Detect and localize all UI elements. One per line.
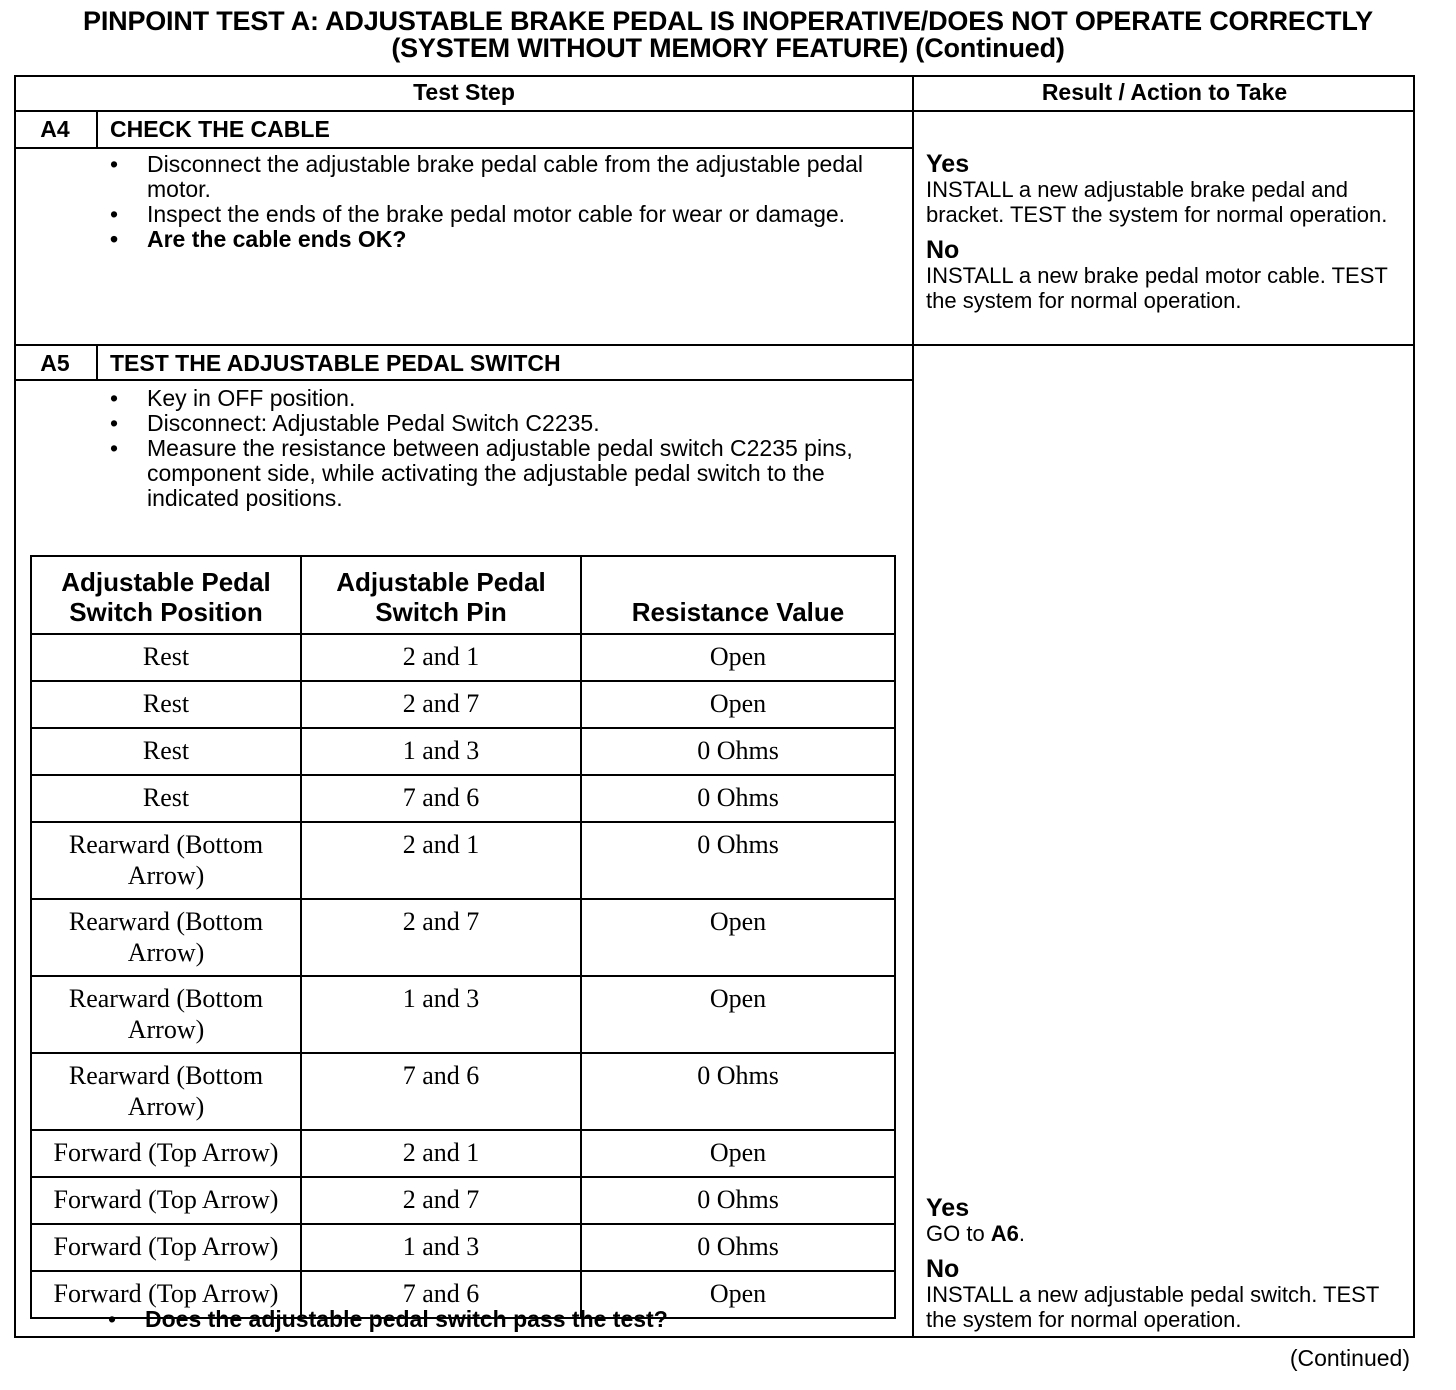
step-a5-title: TEST THE ADJUSTABLE PEDAL SWITCH: [110, 350, 561, 376]
pin-cell: 2 and 7: [301, 899, 581, 976]
a4-a5-divider: [14, 344, 1415, 346]
a5-question-text: Does the adjustable pedal switch pass the test?: [145, 1306, 668, 1332]
pin-cell: 2 and 1: [301, 1130, 581, 1177]
a5-yes-action: [926, 1221, 1406, 1246]
a4-bullet: • Disconnect the adjustable brake pedal cable from the adjustable pedal motor.: [110, 152, 900, 202]
a4-bullet: • Inspect the ends of the brake pedal motor cable for wear or damage.: [110, 202, 900, 227]
title-line-2: (SYSTEM WITHOUT MEMORY FEATURE) (Continued): [391, 33, 1065, 63]
table-row: [31, 1224, 895, 1271]
a4-id-divider: [96, 110, 98, 149]
a4-yes-label: Yes: [926, 150, 970, 178]
resistance-cell: 0 Ohms: [581, 1224, 895, 1271]
a5-bullet: • Key in OFF position.: [110, 386, 900, 411]
pin-cell: 7 and 6: [301, 1053, 581, 1130]
a5-yes-label: Yes: [926, 1194, 970, 1222]
resistance-cell: 0 Ohms: [581, 822, 895, 899]
table-row: [31, 634, 895, 681]
resistance-spec-table: [30, 555, 896, 1319]
position-cell: Rearward (Bottom Arrow): [31, 899, 301, 976]
pin-cell: 2 and 7: [301, 681, 581, 728]
step-a4-instructions: [110, 152, 900, 252]
a4-result: [926, 151, 1406, 313]
resistance-cell: 0 Ohms: [581, 1053, 895, 1130]
step-a5-id: A5: [40, 350, 70, 376]
a4-question: • Are the cable ends OK?: [110, 227, 900, 252]
a5-yes-prefix: GO to: [926, 1221, 991, 1246]
spec-header-resistance: Resistance Value: [581, 556, 895, 634]
step-a4-id: A4: [40, 116, 70, 142]
table-row: [31, 1130, 895, 1177]
a5-no-action: INSTALL a new adjustable pedal switch. TEST the system for normal operation.: [926, 1282, 1379, 1332]
resistance-cell: Open: [581, 634, 895, 681]
a4-no-action: INSTALL a new brake pedal motor cable. TEST the system for normal operation.: [926, 263, 1388, 313]
pin-cell: 1 and 3: [301, 728, 581, 775]
a5-yes-target: A6: [990, 1221, 1019, 1246]
a4-title-divider: [14, 147, 914, 149]
position-cell: Rest: [31, 775, 301, 822]
header-divider: [14, 110, 1415, 112]
header-result-action: Result / Action to Take: [1041, 79, 1288, 105]
spec-header-pin: Adjustable Pedal Switch Pin: [301, 556, 581, 634]
pin-cell: 2 and 7: [301, 1177, 581, 1224]
position-cell: Rest: [31, 681, 301, 728]
table-row: [31, 899, 895, 976]
position-cell: Forward (Top Arrow): [31, 1177, 301, 1224]
pin-cell: 1 and 3: [301, 1224, 581, 1271]
position-cell: Rearward (Bottom Arrow): [31, 822, 301, 899]
continued-note: (Continued): [1289, 1345, 1410, 1371]
resistance-cell: Open: [581, 1130, 895, 1177]
a5-question: • Does the adjustable pedal switch pass the test?: [108, 1306, 668, 1332]
spec-header-position: Adjustable Pedal Switch Position: [31, 556, 301, 634]
resistance-cell: 0 Ohms: [581, 1177, 895, 1224]
step-a5-instructions: [110, 386, 900, 511]
table-row: [31, 775, 895, 822]
resistance-cell: Open: [581, 681, 895, 728]
position-cell: Forward (Top Arrow): [31, 1130, 301, 1177]
table-row: [31, 822, 895, 899]
pin-cell: 7 and 6: [301, 775, 581, 822]
a4-no-label: No: [926, 236, 960, 264]
a5-bullet: • Disconnect: Adjustable Pedal Switch C2235.: [110, 411, 900, 436]
pin-cell: 2 and 1: [301, 634, 581, 681]
position-cell: Rest: [31, 634, 301, 681]
position-cell: Rest: [31, 728, 301, 775]
step-a4-title: CHECK THE CABLE: [110, 116, 330, 142]
pin-cell: 7 and 6: [301, 1271, 581, 1318]
column-divider: [912, 75, 914, 1338]
title-line-1: PINPOINT TEST A: ADJUSTABLE BRAKE PEDAL IS INOPERATIVE/DOES NOT OPERATE CORRECTLY: [83, 6, 1373, 36]
resistance-cell: Open: [581, 976, 895, 1053]
a5-yes-suffix: .: [1018, 1221, 1026, 1246]
resistance-cell: Open: [581, 899, 895, 976]
resistance-cell: 0 Ohms: [581, 728, 895, 775]
header-test-step: Test Step: [413, 79, 515, 105]
a5-title-divider: [14, 379, 914, 381]
resistance-cell: 0 Ohms: [581, 775, 895, 822]
position-cell: Forward (Top Arrow): [31, 1224, 301, 1271]
position-cell: Rearward (Bottom Arrow): [31, 1053, 301, 1130]
table-row: [31, 976, 895, 1053]
a5-bullet: • Measure the resistance between adjustable pedal switch C2235 pins, component side, while activating the adjustable pedal switch to the indicated positions.: [110, 436, 900, 511]
a5-id-divider: [96, 344, 98, 381]
resistance-cell: Open: [581, 1271, 895, 1318]
pin-cell: 1 and 3: [301, 976, 581, 1053]
a4-yes-action: INSTALL a new adjustable brake pedal and bracket. TEST the system for normal operation.: [926, 177, 1388, 227]
position-cell: Rearward (Bottom Arrow): [31, 976, 301, 1053]
a5-no-label: No: [926, 1255, 960, 1283]
page-title: [0, 8, 1456, 62]
a5-result: [926, 1195, 1406, 1332]
table-row: [31, 728, 895, 775]
table-row: [31, 1053, 895, 1130]
table-row: [31, 681, 895, 728]
table-row: [31, 1177, 895, 1224]
pin-cell: 2 and 1: [301, 822, 581, 899]
position-cell: Forward (Top Arrow): [31, 1271, 301, 1318]
